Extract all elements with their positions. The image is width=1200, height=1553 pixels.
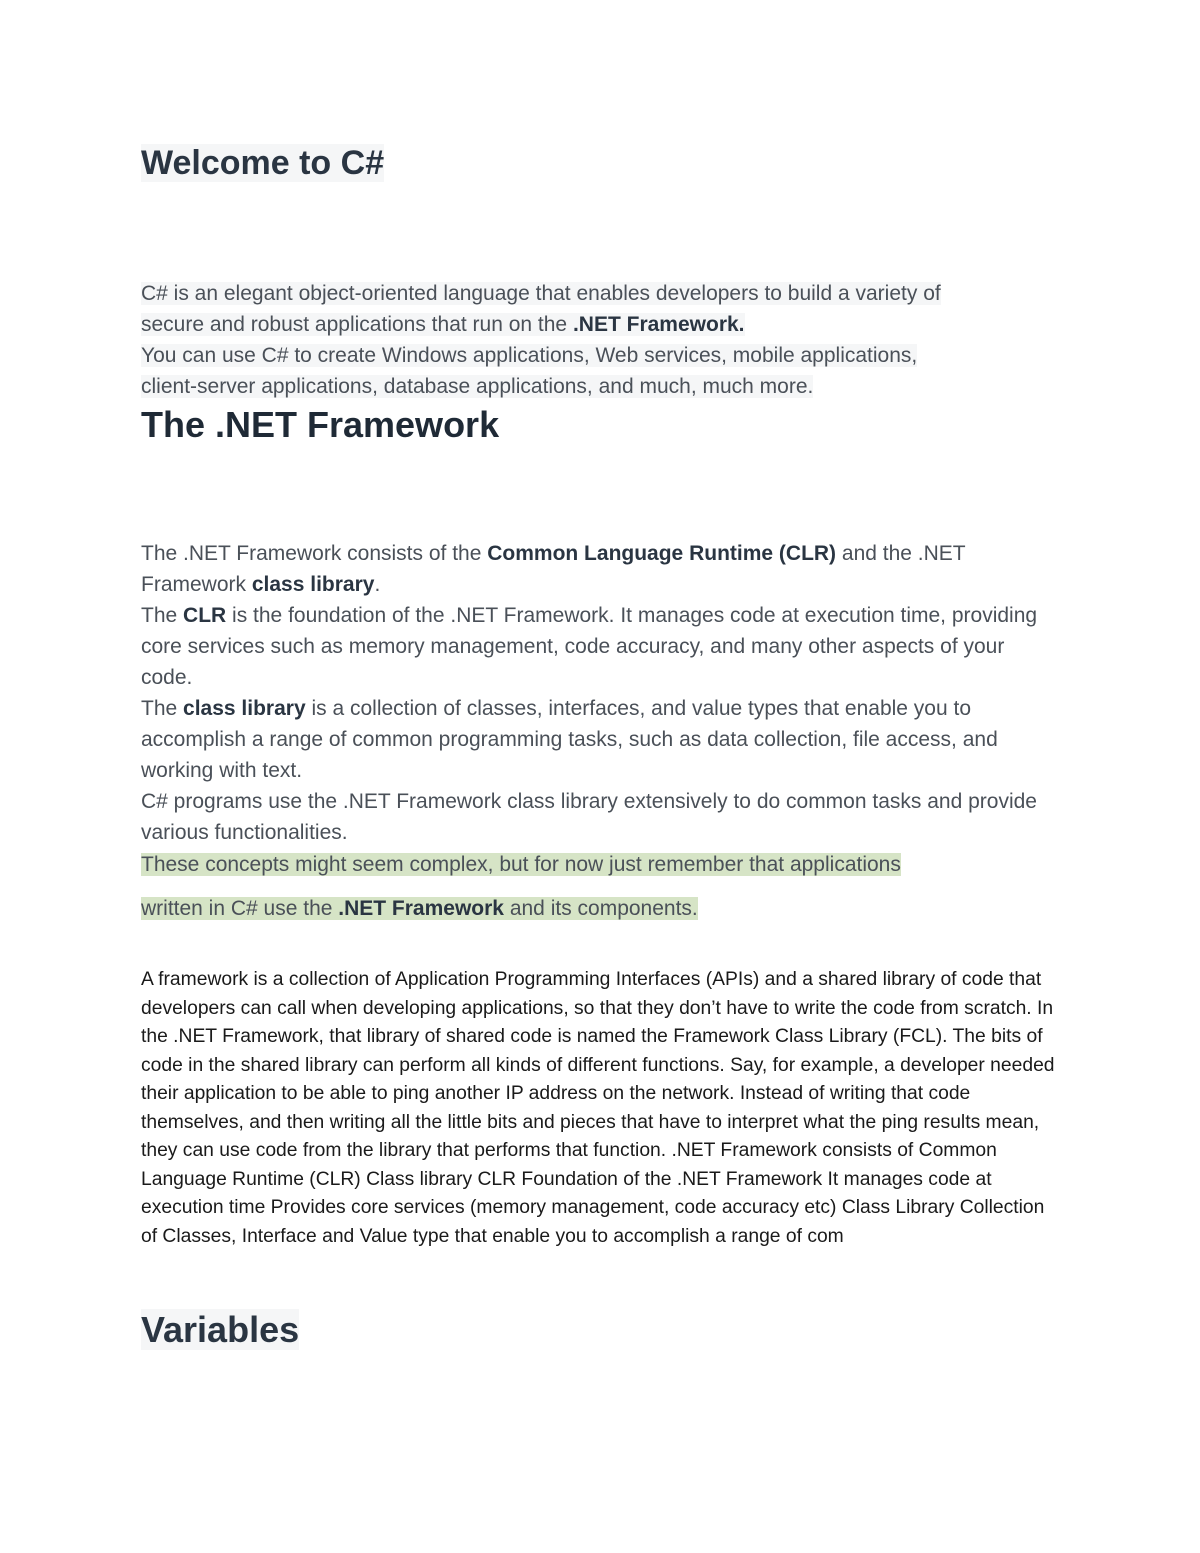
- highlight-line-2-text-a: written in C# use the: [141, 897, 339, 920]
- highlight-line-1-text: These concepts might seem complex, but for now just remember that applications: [141, 853, 901, 876]
- net-p1-text-a: The .NET Framework consists of the: [141, 542, 488, 565]
- highlight-line-2-text-b: and its components.: [503, 897, 698, 920]
- net-p3-text-b: is a collection of classes, interfaces, and value types that enable you to accomplish a range of common programming tasks, such as data collection, file access, and working with text.: [141, 697, 998, 782]
- net-p2-text-b: is the foundation of the .NET Framework. It manages code at execution time, providing core services such as memory management, code accuracy, and many other aspects of your code.: [141, 604, 1038, 689]
- net-paragraph-4: C# programs use the .NET Framework class library extensively to do common tasks and provide various functionalities.: [141, 790, 1037, 844]
- heading-variables-text: Variables: [141, 1309, 300, 1350]
- net-p1-text-b: and the .NET Framework: [141, 542, 966, 596]
- clr-bold: Common Language Runtime (CLR): [487, 542, 837, 565]
- intro-line-1: C# is an elegant object-oriented language that enables developers to build a variety of: [141, 282, 941, 305]
- intro-net-framework-bold: .NET Framework.: [572, 313, 745, 336]
- net-paragraph-1: [141, 538, 1051, 600]
- clr-short-bold: CLR: [183, 604, 227, 627]
- heading-welcome: [141, 140, 384, 186]
- framework-definition-paragraph: A framework is a collection of Application Programming Interfaces (APIs) and a shared library of code that developers can call when developing applications, so that they don’t have to write the code from scratch. In the .NET Framework, that library of shared code is named the Framework Class Library (FCL). The bits of code in the shared library can perform all kinds of different functions. Say, for example, a developer needed their application to be able to ping another IP address on the network. Instead of writing that code themselves, and then writing all the little bits and pieces that have to interpret what the ping results mean, they can use code from the library that performs that function. .NET Framework consists of Common Language Runtime (CLR) Class library CLR Foundation of the .NET Framework It manages code at execution time Provides core services (memory management, code accuracy etc) Class Library Collection of Classes, Interface and Value type that enable you to accomplish a range of com: [141, 969, 1055, 1247]
- net-framework-section: [141, 538, 1051, 848]
- intro-line-3: You can use C# to create Windows applications, Web services, mobile applications,: [141, 344, 918, 367]
- class-library-bold-2: class library: [183, 697, 306, 720]
- net-p3-text-a: The: [141, 697, 184, 720]
- intro-line-2: secure and robust applications that run on the: [141, 313, 573, 336]
- highlight-net-framework-bold: .NET Framework: [338, 897, 504, 920]
- intro-paragraph: [141, 278, 1051, 402]
- highlight-line-1: [141, 849, 901, 880]
- class-library-bold: class library: [251, 573, 375, 596]
- intro-line-4: client-server applications, database applications, and much, much more.: [141, 375, 814, 398]
- heading-welcome-text: Welcome to C#: [141, 144, 385, 182]
- net-p2-text-a: The: [141, 604, 184, 627]
- net-paragraph-3: [141, 693, 1051, 786]
- heading-net-framework: [141, 401, 499, 449]
- net-paragraph-2: [141, 600, 1051, 693]
- net-p1-text-c: .: [374, 573, 381, 596]
- heading-variables: [141, 1305, 299, 1355]
- highlight-line-2: [141, 893, 698, 924]
- heading-net-framework-text: The .NET Framework: [141, 404, 500, 445]
